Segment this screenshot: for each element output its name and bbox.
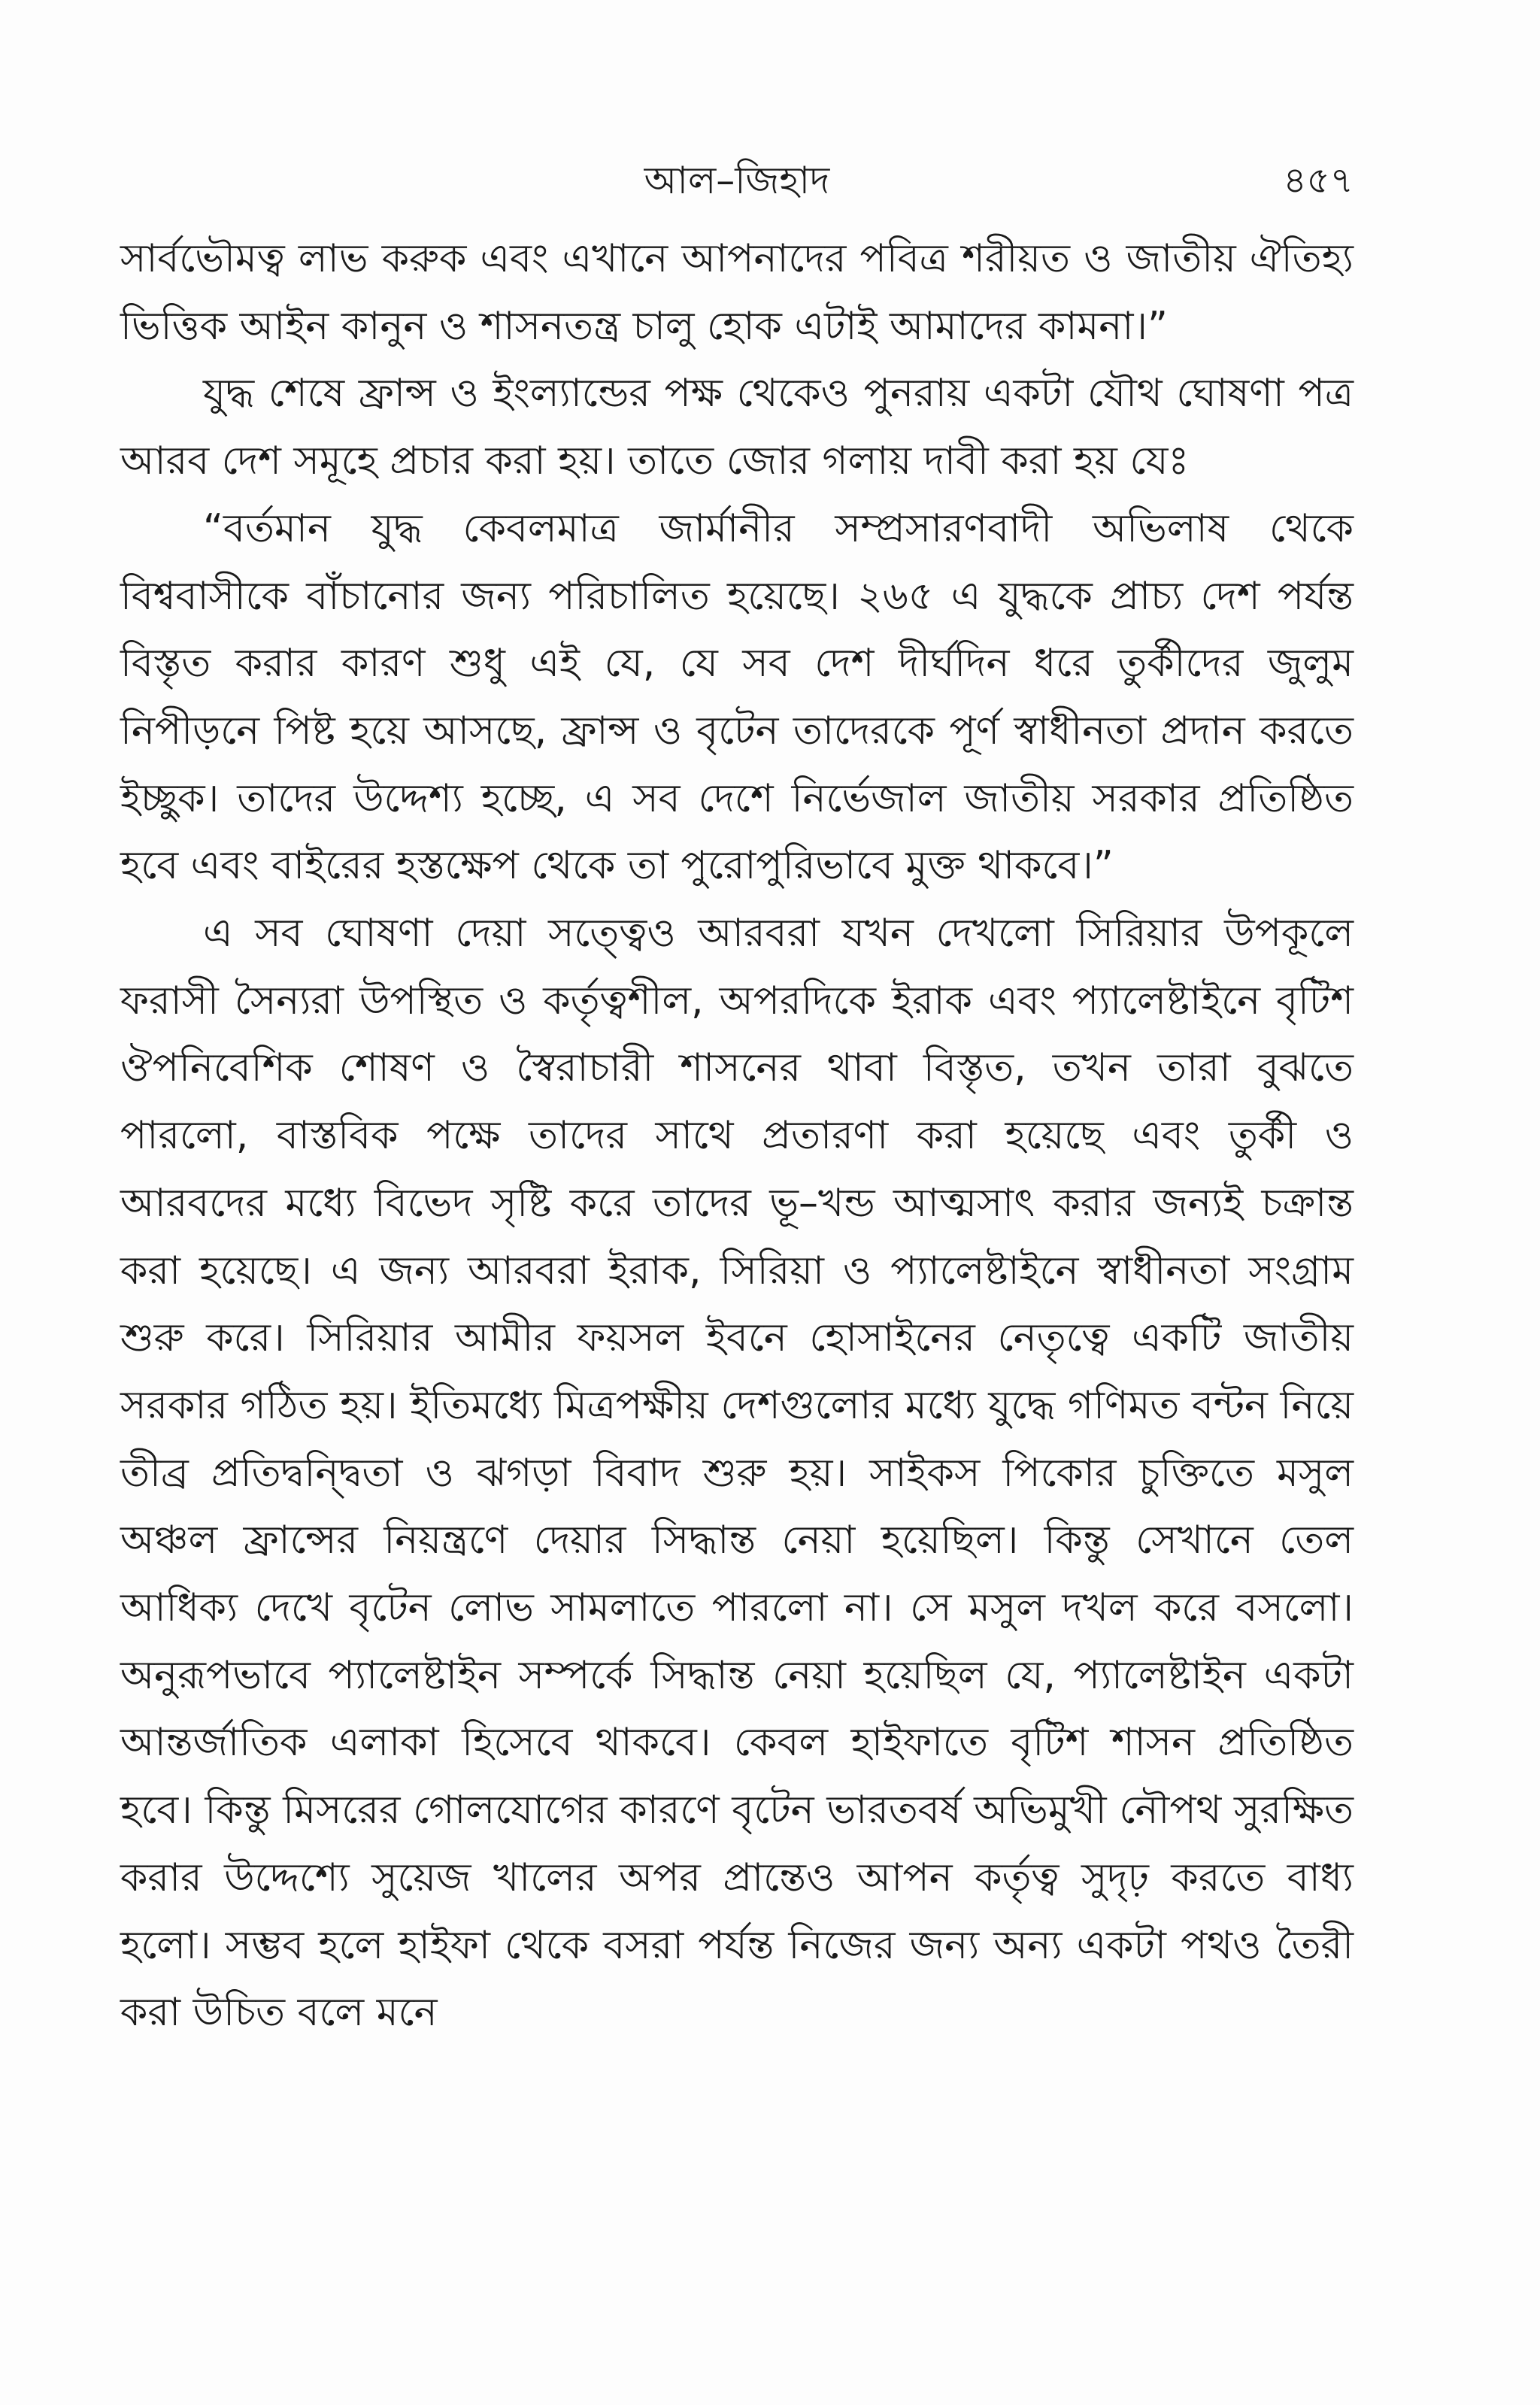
running-title: আল–জিহাদ xyxy=(644,159,830,202)
paragraph-quoted-declaration: “বর্তমান যুদ্ধ কেবলমাত্র জার্মানীর সম্প্রসারণবাদী অভিলাষ থেকে বিশ্ববাসীকে বাঁচানোর জন্য পরিচালিত হয়েছে। ২৬৫ এ যুদ্ধকে প্রাচ্য দেশ পর্যন্ত বিস্তৃত করার কারণ শুধু এই যে, যে সব দেশ দীর্ঘদিন ধরে তুর্কীদের জুলুম নিপীড়নে পিষ্ট হয়ে আসছে, ফ্রান্স ও বৃটেন তাদেরকে পূর্ণ স্বাধীনতা প্রদান করতে ইচ্ছুক। তাদের উদ্দেশ্য হচ্ছে, এ সব দেশে নির্ভেজাল জাতীয় সরকার প্রতিষ্ঠিত হবে এবং বাইরের হস্তক্ষেপ থেকে তা পুরোপুরিভাবে মুক্ত থাকবে।” xyxy=(120,505,1354,889)
paragraph-main: এ সব ঘোষণা দেয়া সত্ত্বেও আরবরা যখন দেখলো সিরিয়ার উপকূলে ফরাসী সৈন্যরা উপস্থিত ও কর্তৃত্বশীল, অপরদিকে ইরাক এবং প্যালেষ্টাইনে বৃটিশ ঔপনিবেশিক শোষণ ও স্বৈরাচারী শাসনের থাবা বিস্তৃত, তখন তারা বুঝতে পারলো, বাস্তবিক পক্ষে তাদের সাথে প্রতারণা করা হয়েছে এবং তুর্কী ও আরবদের মধ্যে বিভেদ সৃষ্টি করে তাদের ভূ–খন্ড আত্মসাৎ করার জন্যই চক্রান্ত করা হয়েছে। এ জন্য আরবরা ইরাক, সিরিয়া ও প্যালেষ্টাইনে স্বাধীনতা সংগ্রাম শুরু করে। সিরিয়ার আমীর ফয়সল ইবনে হোসাইনের নেতৃত্বে একটি জাতীয় সরকার গঠিত হয়। ইতিমধ্যে মিত্রপক্ষীয় দেশগুলোর মধ্যে যুদ্ধে গণিমত বন্টন নিয়ে তীব্র প্রতিদ্বন্দ্বিতা ও ঝগড়া বিবাদ শুরু হয়। সাইকস পিকোর চুক্তিতে মসুল অঞ্চল ফ্রান্সের নিয়ন্ত্রণে দেয়ার সিদ্ধান্ত নেয়া হয়েছিল। কিন্তু সেখানে তেল আধিক্য দেখে বৃটেন লোভ সামলাতে পারলো না। সে মসুল দখল করে বসলো। অনুরূপভাবে প্যালেষ্টাইন সম্পর্কে সিদ্ধান্ত নেয়া হয়েছিল যে, প্যালেষ্টাইন একটা আন্তর্জাতিক এলাকা হিসেবে থাকবে। কেবল হাইফাতে বৃটিশ শাসন প্রতিষ্ঠিত হবে। কিন্তু মিসরের গোলযোগের কারণে বৃটেন ভারতবর্ষ অভিমুখী নৌপথ সুরক্ষিত করার উদ্দেশ্যে সুয়েজ খালের অপর প্রান্তেও আপন কর্তৃত্ব সুদৃঢ় করতে বাধ্য হলো। সম্ভব হলে হাইফা থেকে বসরা পর্যন্ত নিজের জন্য অন্য একটা পথও তৈরী করা উচিত বলে মনে xyxy=(120,911,1354,2036)
body-text xyxy=(120,226,1354,2047)
running-header xyxy=(120,154,1354,207)
page-number: ৪৫৭ xyxy=(1283,159,1354,202)
paragraph-continuation: সার্বভৌমত্ব লাভ করুক এবং এখানে আপনাদের পবিত্র শরীয়ত ও জাতীয় ঐতিহ্য ভিত্তিক আইন কানুন ও শাসনতন্ত্র চালু হোক এটাই আমাদের কামনা।” xyxy=(120,236,1354,349)
paragraph-declaration-intro: যুদ্ধ শেষে ফ্রান্স ও ইংল্যান্ডের পক্ষ থেকেও পুনরায় একটা যৌথ ঘোষণা পত্র আরব দেশ সমূহে প্রচার করা হয়। তাতে জোর গলায় দাবী করা হয় যেঃ xyxy=(120,371,1354,484)
